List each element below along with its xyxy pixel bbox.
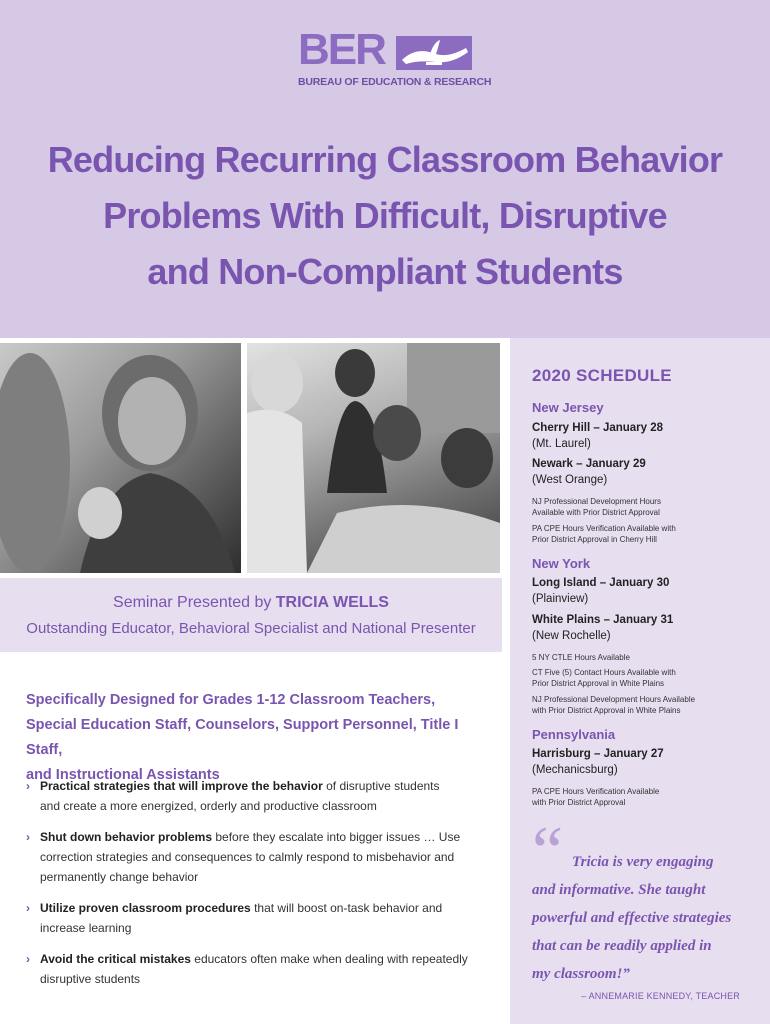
state-new-jersey: New Jersey: [532, 400, 604, 415]
photo-group-silhouette: [247, 343, 500, 573]
chevron-right-icon: ›: [26, 901, 30, 915]
quote-line: and informative. She taught: [532, 882, 706, 898]
presenter-prefix: Seminar Presented by: [113, 594, 276, 611]
credit-note: [532, 523, 757, 545]
photo-student-girl: [0, 343, 241, 573]
chevron-right-icon: ›: [26, 830, 30, 844]
location-white-plains: White Plains – January 31: [532, 614, 674, 626]
testimonial-quote: [532, 848, 762, 988]
state-pennsylvania: Pennsylvania: [532, 727, 616, 742]
credit-note: [532, 786, 757, 808]
schedule-title: 2020 SCHEDULE: [532, 366, 672, 385]
location-sub: (New Rochelle): [532, 630, 611, 642]
note-line: PA CPE Hours Verification Available with: [532, 524, 676, 533]
location-newark: Newark – January 29: [532, 458, 646, 470]
quote-line: my classroom!”: [532, 966, 630, 982]
state-new-york: New York: [532, 556, 591, 571]
list-item: [26, 898, 496, 938]
location-harrisburg: Harrisburg – January 27: [532, 748, 664, 760]
note-line: Available with Prior District Approval: [532, 508, 660, 517]
bullet-bold: Avoid the critical mistakes: [40, 952, 191, 966]
location-sub: (West Orange): [532, 474, 608, 486]
note-line: NJ Professional Development Hours Available: [532, 695, 696, 704]
note-line: with Prior District Approval in White Plains: [532, 706, 681, 715]
list-item: [26, 949, 496, 989]
audience-line: Special Education Staff, Counselors, Support Personnel, Title I Staff,: [26, 717, 459, 758]
testimonial-author: – ANNEMARIE KENNEDY, TEACHER: [581, 991, 740, 1001]
title-line: and Non-Compliant Students: [147, 251, 623, 292]
ber-logo[interactable]: [298, 25, 492, 90]
quote-line: that can be readily applied in: [532, 938, 712, 954]
bullet-text: of disruptive students: [322, 779, 440, 793]
note-line: Prior District Approval in White Plains: [532, 679, 665, 688]
lamp-icon: [396, 36, 472, 70]
logo-mark: BER: [298, 25, 385, 74]
credit-note: [532, 667, 757, 689]
audience-heading: [26, 688, 496, 788]
bullet-text: disruptive students: [40, 972, 141, 986]
list-item: [26, 776, 496, 816]
bullet-text: increase learning: [40, 921, 132, 935]
note-line: CT Five (5) Contact Hours Available with: [532, 668, 676, 677]
quote-line: powerful and effective strategies: [532, 910, 732, 926]
schedule-panel: [510, 338, 770, 1024]
title-line: Reducing Recurring Classroom Behavior: [47, 139, 723, 180]
presenter-credentials: Outstanding Educator, Behavioral Specialist and National Presenter: [26, 620, 476, 637]
bullet-bold: Shut down behavior problems: [40, 830, 213, 844]
bullet-text: that will boost on-task behavior and: [250, 901, 443, 915]
presenter-name: TRICIA WELLS: [275, 594, 389, 611]
photo-girl-silhouette: [0, 343, 241, 573]
note-line: Prior District Approval in Cherry Hill: [532, 535, 657, 544]
location-sub: (Mechanicsburg): [532, 764, 618, 776]
note-line: with Prior District Approval: [532, 798, 626, 807]
quote-line: Tricia is very engaging: [572, 854, 714, 870]
audience-line: and Instructional Assistants: [26, 767, 220, 783]
title-line: Problems With Difficult, Disruptive: [103, 195, 667, 236]
quote-icon: “: [532, 813, 564, 890]
header-banner: [0, 0, 770, 338]
page-title: [40, 132, 730, 300]
photo-classroom-group: [247, 343, 500, 573]
benefit-list: [26, 776, 496, 1000]
bullet-text: before they escalate into bigger issues … Use: [212, 830, 461, 844]
location-sub: (Mt. Laurel): [532, 438, 591, 450]
location-cherry-hill: Cherry Hill – January 28: [532, 422, 664, 434]
bullet-text: and create a more energized, orderly and productive classroom: [40, 799, 377, 813]
note-line: PA CPE Hours Verification Available: [532, 787, 660, 796]
chevron-right-icon: ›: [26, 779, 30, 793]
audience-line: Specifically Designed for Grades 1-12 Classroom Teachers,: [26, 692, 436, 708]
bullet-text: educators often make when dealing with repeatedly: [190, 952, 468, 966]
chevron-right-icon: ›: [26, 952, 30, 966]
list-item: [26, 827, 496, 887]
note-line: NJ Professional Development Hours: [532, 497, 661, 506]
credit-note: 5 NY CTLE Hours Available: [532, 653, 630, 662]
location-long-island: Long Island – January 30: [532, 577, 670, 589]
bullet-bold: Utilize proven classroom procedures: [40, 901, 251, 915]
location-sub: (Plainview): [532, 593, 589, 605]
bullet-text: permanently change behavior: [40, 870, 199, 884]
bullet-text: correction strategies and consequences to calmly respond to misbehavior and: [40, 850, 455, 864]
credit-note: [532, 694, 757, 716]
bullet-bold: Practical strategies that will improve the behavior: [40, 779, 323, 793]
presenter-band: [0, 578, 502, 652]
presenter-line: [0, 594, 502, 612]
credit-note: [532, 496, 757, 518]
logo-subtitle: BUREAU OF EDUCATION & RESEARCH: [298, 76, 492, 88]
